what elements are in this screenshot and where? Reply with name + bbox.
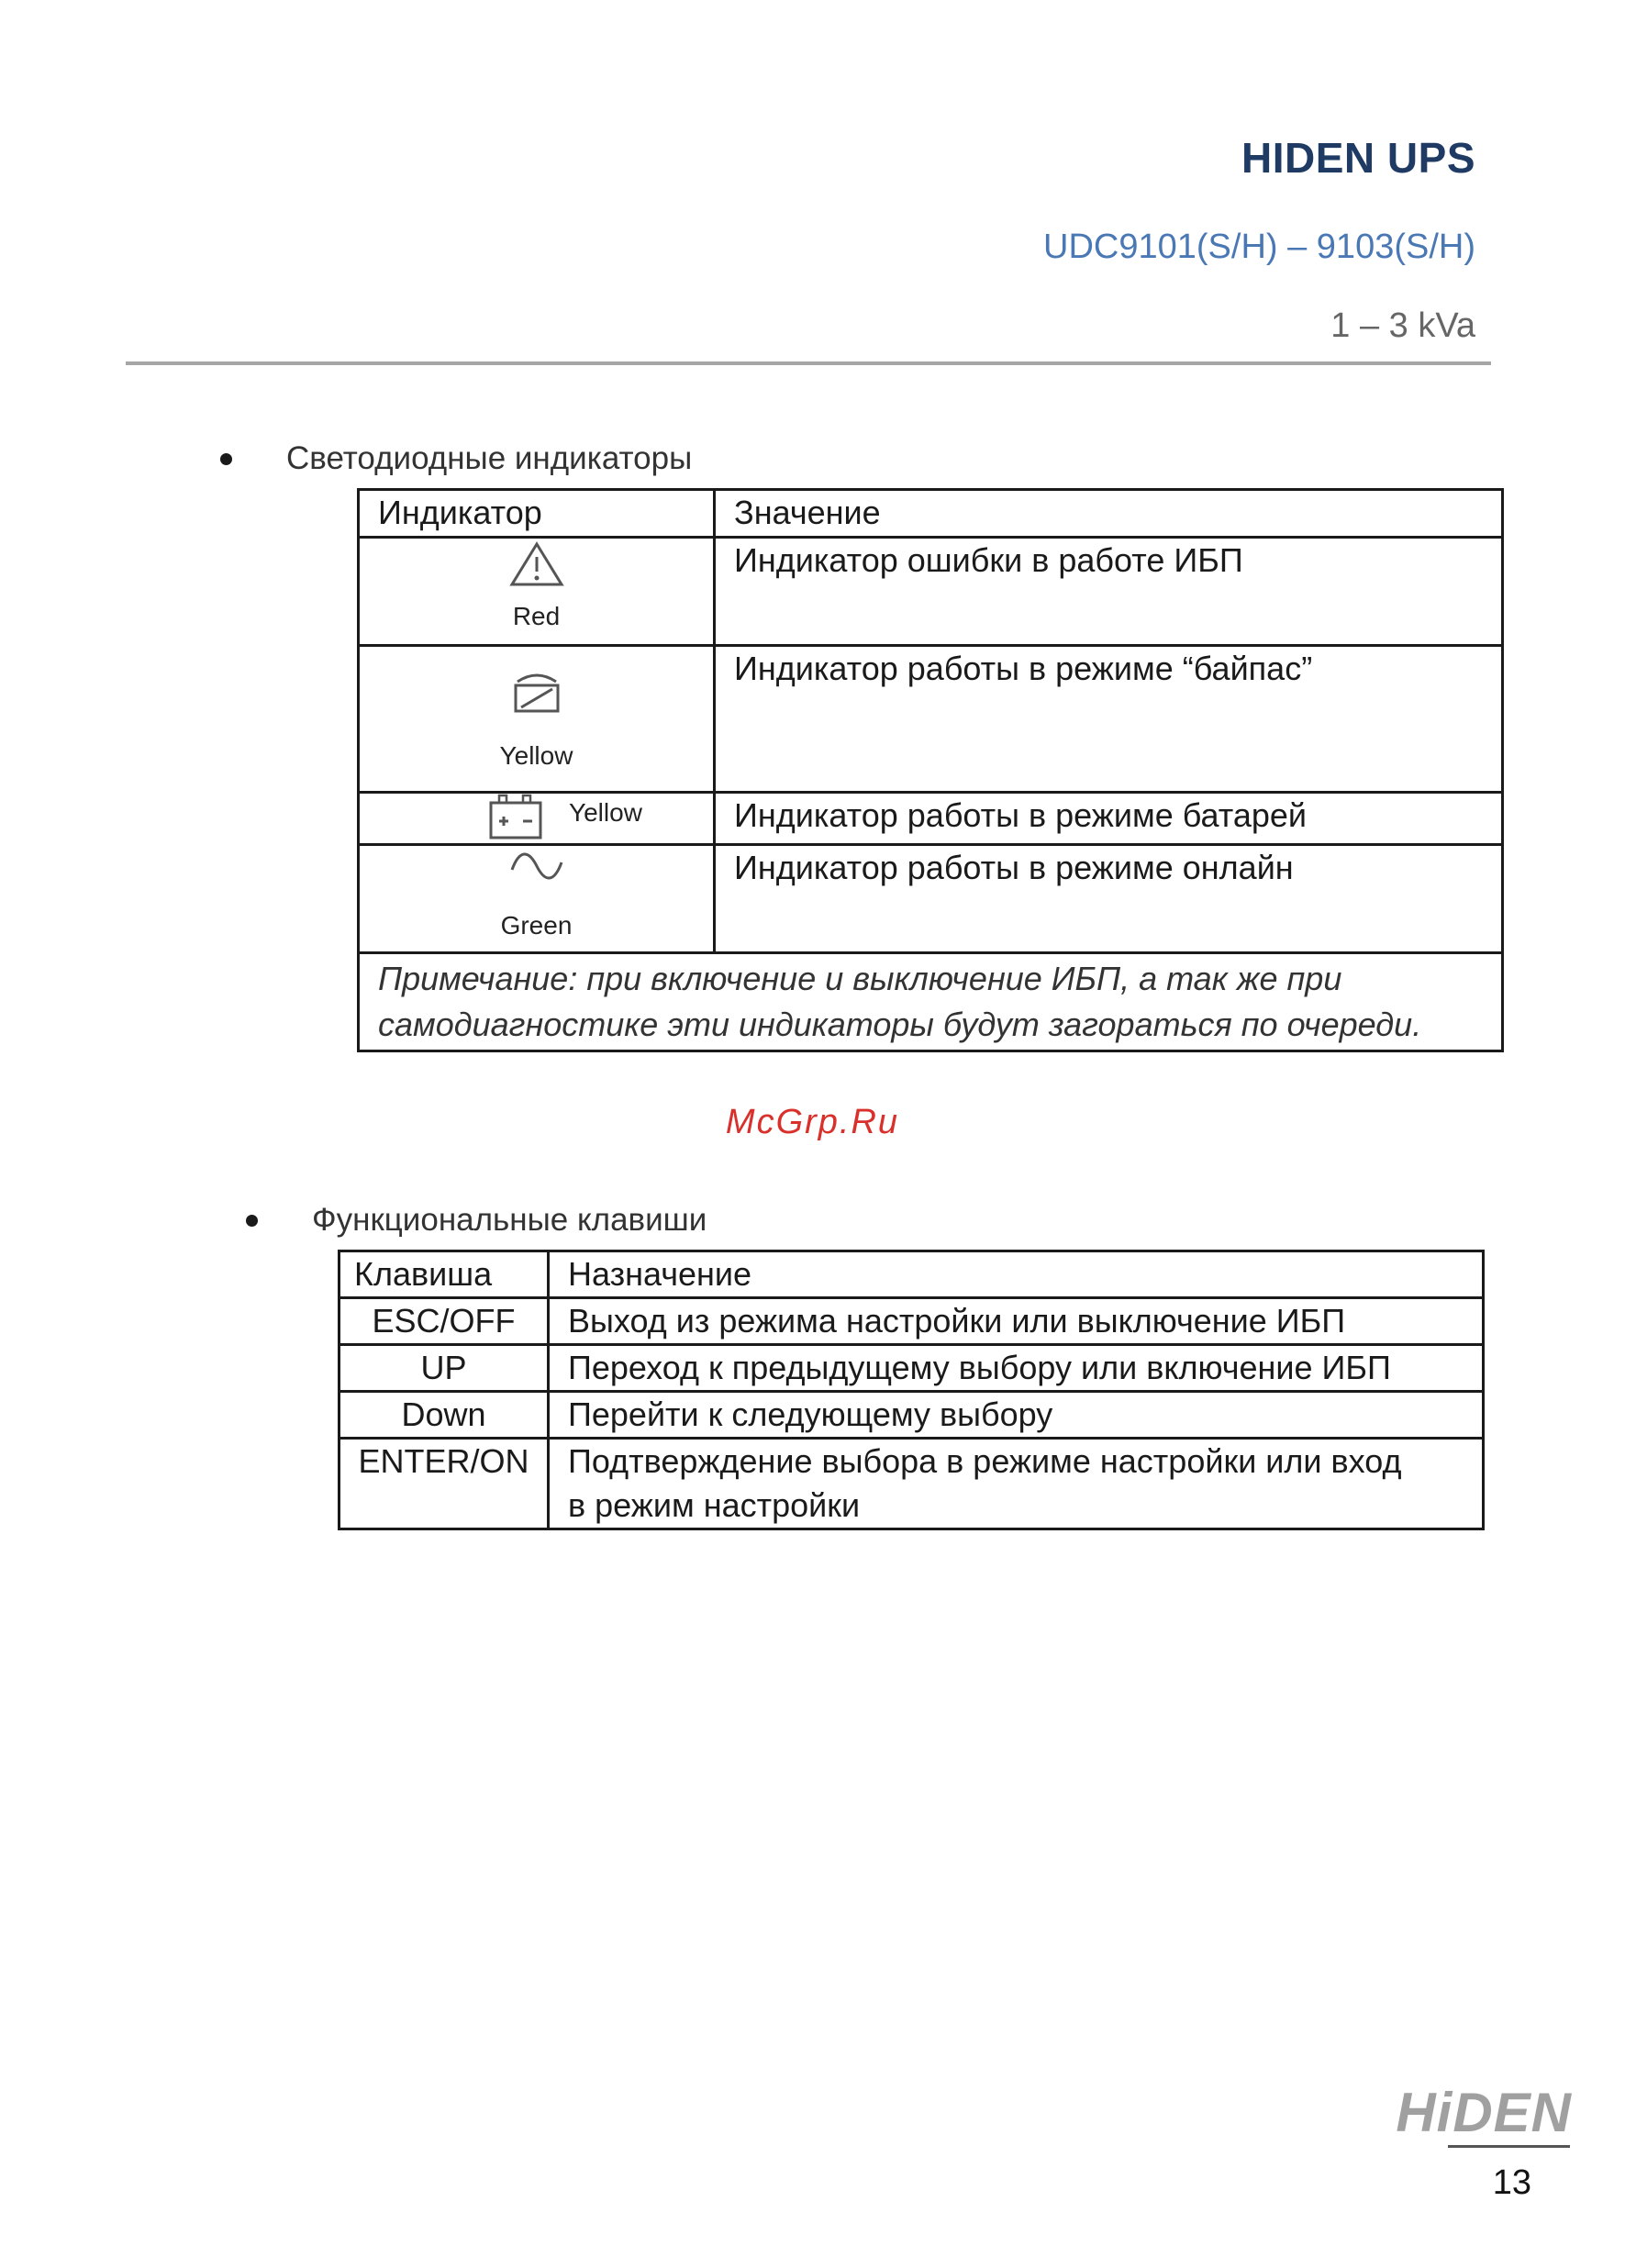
document-title: HIDEN UPS — [1241, 134, 1475, 182]
keys-section-title: Функциональные клавиши — [312, 1202, 707, 1238]
watermark: McGrp.Ru — [725, 1103, 900, 1141]
hiden-logo: HiDEN — [1396, 2082, 1572, 2143]
table-row — [359, 845, 1503, 953]
led-color-label: Green — [500, 911, 573, 939]
meaning-cell: Индикатор работы в режиме батарей — [715, 793, 1503, 845]
table-row — [339, 1439, 1484, 1529]
table-row — [359, 538, 1503, 646]
footer-divider — [1448, 2145, 1570, 2148]
warning-triangle-icon — [508, 540, 565, 588]
led-indicator-table — [357, 488, 1504, 1052]
sine-wave-icon — [508, 848, 565, 884]
table-row — [339, 1345, 1484, 1392]
table-header-row — [359, 490, 1503, 538]
key-name: ESC/OFF — [339, 1298, 549, 1345]
table-header-row — [339, 1251, 1484, 1298]
indicator-cell — [359, 845, 715, 953]
note-line: самодиагностике эти индикаторы будут загораться по очереди. — [378, 1006, 1422, 1043]
key-name: Down — [339, 1392, 549, 1439]
indicator-cell — [359, 793, 715, 845]
note-cell — [359, 953, 1503, 1051]
meaning-cell: Индикатор работы в режиме “байпас” — [715, 646, 1503, 793]
header-divider — [126, 361, 1491, 365]
key-name: UP — [339, 1345, 549, 1392]
key-purpose: Перейти к следующему выбору — [549, 1392, 1484, 1439]
table-row — [359, 793, 1503, 845]
column-header-key: Клавиша — [339, 1251, 549, 1298]
meaning-cell: Индикатор ошибки в работе ИБП — [715, 538, 1503, 646]
column-header-indicator: Индикатор — [359, 490, 715, 538]
key-name: ENTER/ON — [339, 1439, 549, 1529]
key-purpose-line: Подтверждение выбора в режиме настройки или вход — [568, 1442, 1402, 1480]
column-header-meaning: Значение — [715, 490, 1503, 538]
page-number: 13 — [1492, 2163, 1531, 2202]
led-color-label: Red — [512, 602, 561, 630]
bypass-icon — [508, 665, 565, 717]
indicator-cell — [359, 646, 715, 793]
key-purpose-line: в режим настройки — [568, 1486, 861, 1524]
bullet-icon — [220, 453, 232, 465]
note-row — [359, 953, 1503, 1051]
table-row — [339, 1298, 1484, 1345]
table-row — [339, 1392, 1484, 1439]
led-section-title: Светодиодные индикаторы — [286, 440, 693, 476]
note-line: Примечание: при включение и выключение ИБП, а так же при — [378, 960, 1342, 997]
led-color-label: Yellow — [499, 741, 573, 770]
table-row — [359, 646, 1503, 793]
column-header-purpose: Назначение — [549, 1251, 1484, 1298]
meaning-cell: Индикатор работы в режиме онлайн — [715, 845, 1503, 953]
led-color-label: Yellow — [569, 798, 642, 827]
key-purpose: Переход к предыдущему выбору или включение ИБП — [549, 1345, 1484, 1392]
key-purpose: Выход из режима настройки или выключение ИБП — [549, 1298, 1484, 1345]
model-range: UDC9101(S/H) – 9103(S/H) — [1043, 228, 1475, 266]
function-keys-table — [338, 1250, 1485, 1530]
key-purpose — [549, 1439, 1484, 1529]
bullet-icon — [246, 1215, 258, 1227]
indicator-cell — [359, 538, 715, 646]
power-range: 1 – 3 kVa — [1330, 306, 1475, 345]
battery-icon — [488, 794, 543, 841]
